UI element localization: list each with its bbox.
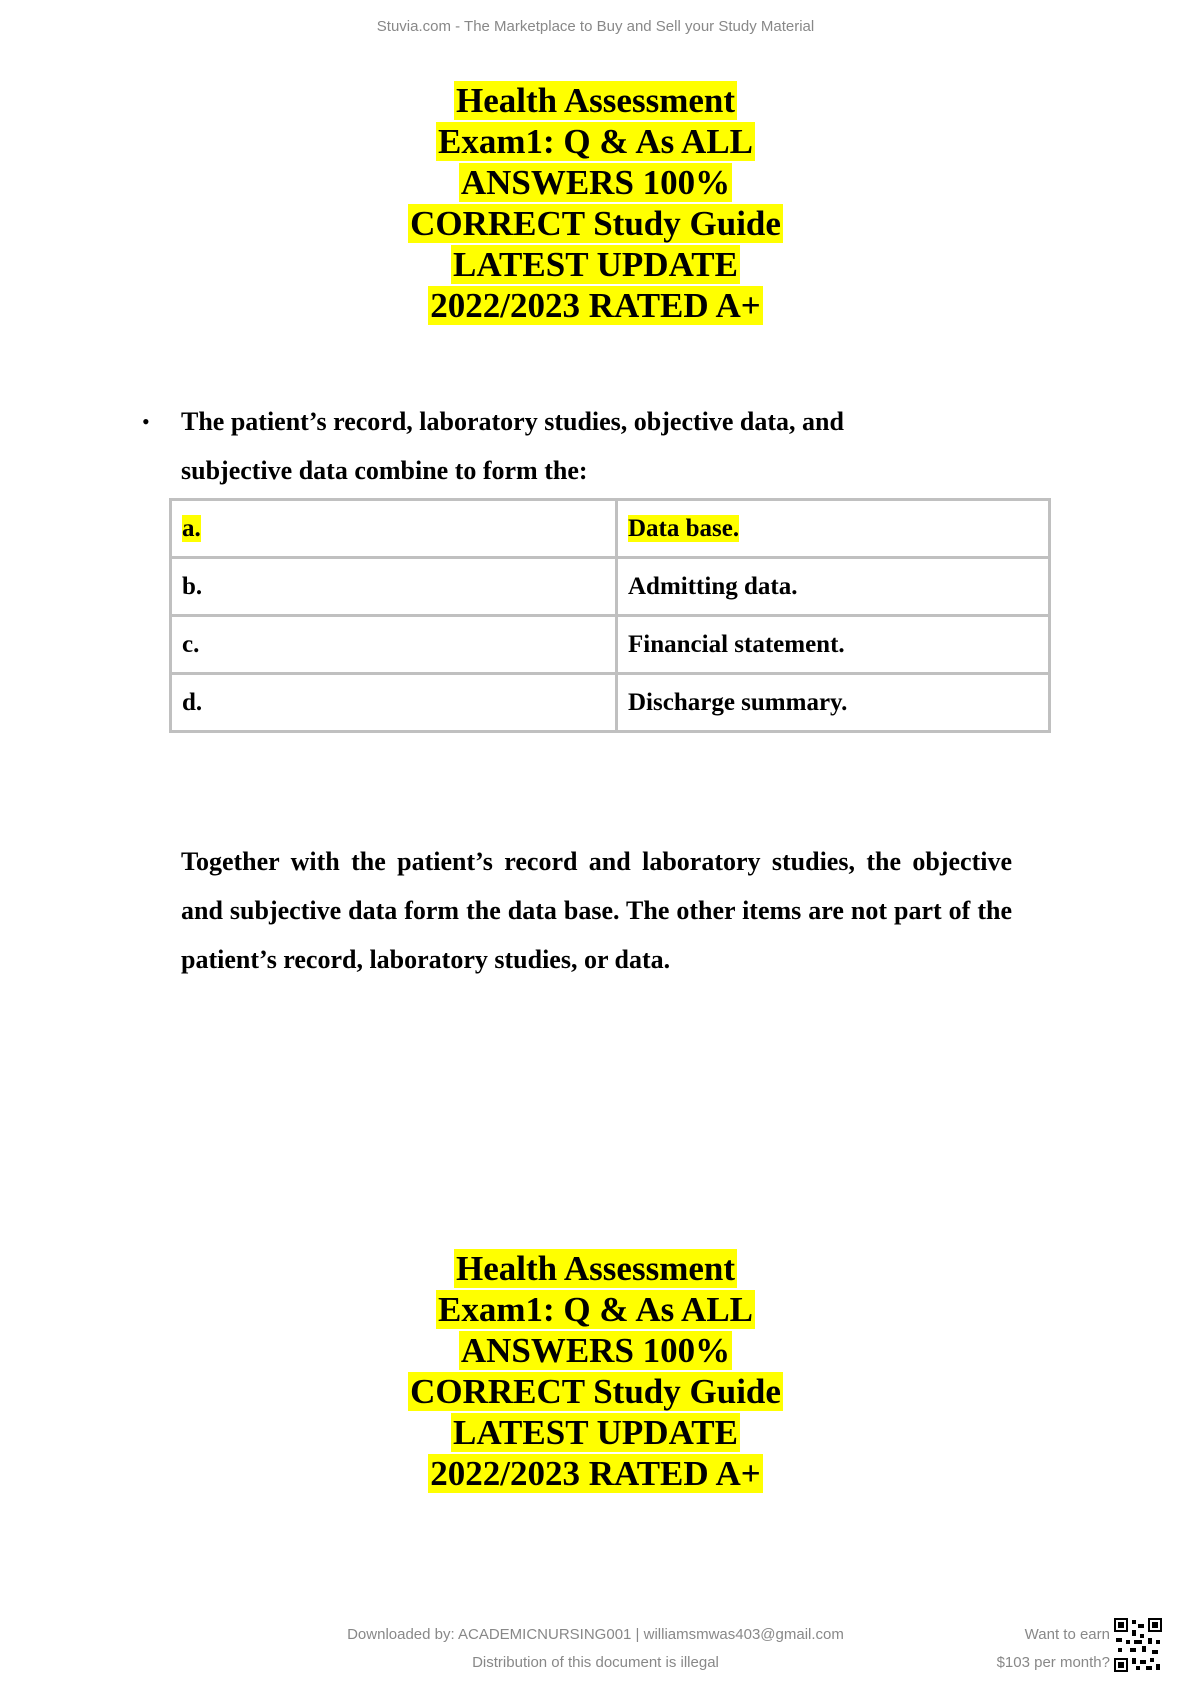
title-line: Health Assessment xyxy=(455,1249,736,1288)
title-line: Exam1: Q & As ALL xyxy=(437,122,754,161)
option-text: Discharge summary. xyxy=(617,674,1050,732)
option-row xyxy=(171,558,1050,616)
document-title xyxy=(0,80,1191,326)
option-letter: a. xyxy=(171,500,617,558)
title-line: Health Assessment xyxy=(455,81,736,120)
earn-promo[interactable] xyxy=(970,1621,1110,1677)
downloaded-by-text: Downloaded by: ACADEMICNURSING001 | williamsmwas403@gmail.com xyxy=(347,1626,844,1643)
title-line: CORRECT Study Guide xyxy=(410,204,781,243)
option-row xyxy=(171,674,1050,732)
title-line: LATEST UPDATE xyxy=(453,245,738,284)
option-text: Financial statement. xyxy=(617,616,1050,674)
option-text: Admitting data. xyxy=(617,558,1050,616)
option-letter: b. xyxy=(171,558,617,616)
option-letter: d. xyxy=(171,674,617,732)
title-line: ANSWERS 100% xyxy=(460,1331,731,1370)
option-letter: c. xyxy=(171,616,617,674)
answer-options-table xyxy=(169,498,1051,733)
distribution-notice: Distribution of this document is illegal xyxy=(472,1654,719,1671)
title-line: 2022/2023 RATED A+ xyxy=(430,1454,761,1493)
document-title-repeat xyxy=(0,1248,1191,1494)
title-line: CORRECT Study Guide xyxy=(410,1372,781,1411)
option-text: Data base. xyxy=(617,500,1050,558)
title-line: LATEST UPDATE xyxy=(453,1413,738,1452)
page-header: Stuvia.com - The Marketplace to Buy and Sell your Study Material xyxy=(376,18,815,35)
option-row xyxy=(171,500,1050,558)
question-text: The patient’s record, laboratory studies, objective data, and subjective data combine to form the: xyxy=(181,407,844,485)
bullet-icon: • xyxy=(142,409,150,434)
qr-code-icon[interactable] xyxy=(1114,1618,1162,1672)
option-row xyxy=(171,616,1050,674)
answer-explanation: Together with the patient’s record and laboratory studies, the objective and subjective data form the data base. The other items are not part of the patient’s record, laboratory studies, or data. xyxy=(181,847,1012,974)
title-line: Exam1: Q & As ALL xyxy=(437,1290,754,1329)
title-line: ANSWERS 100% xyxy=(460,163,731,202)
earn-promo-line2: $103 per month? xyxy=(996,1654,1110,1671)
title-line: 2022/2023 RATED A+ xyxy=(430,286,761,325)
earn-promo-line1: Want to earn xyxy=(1024,1626,1110,1643)
